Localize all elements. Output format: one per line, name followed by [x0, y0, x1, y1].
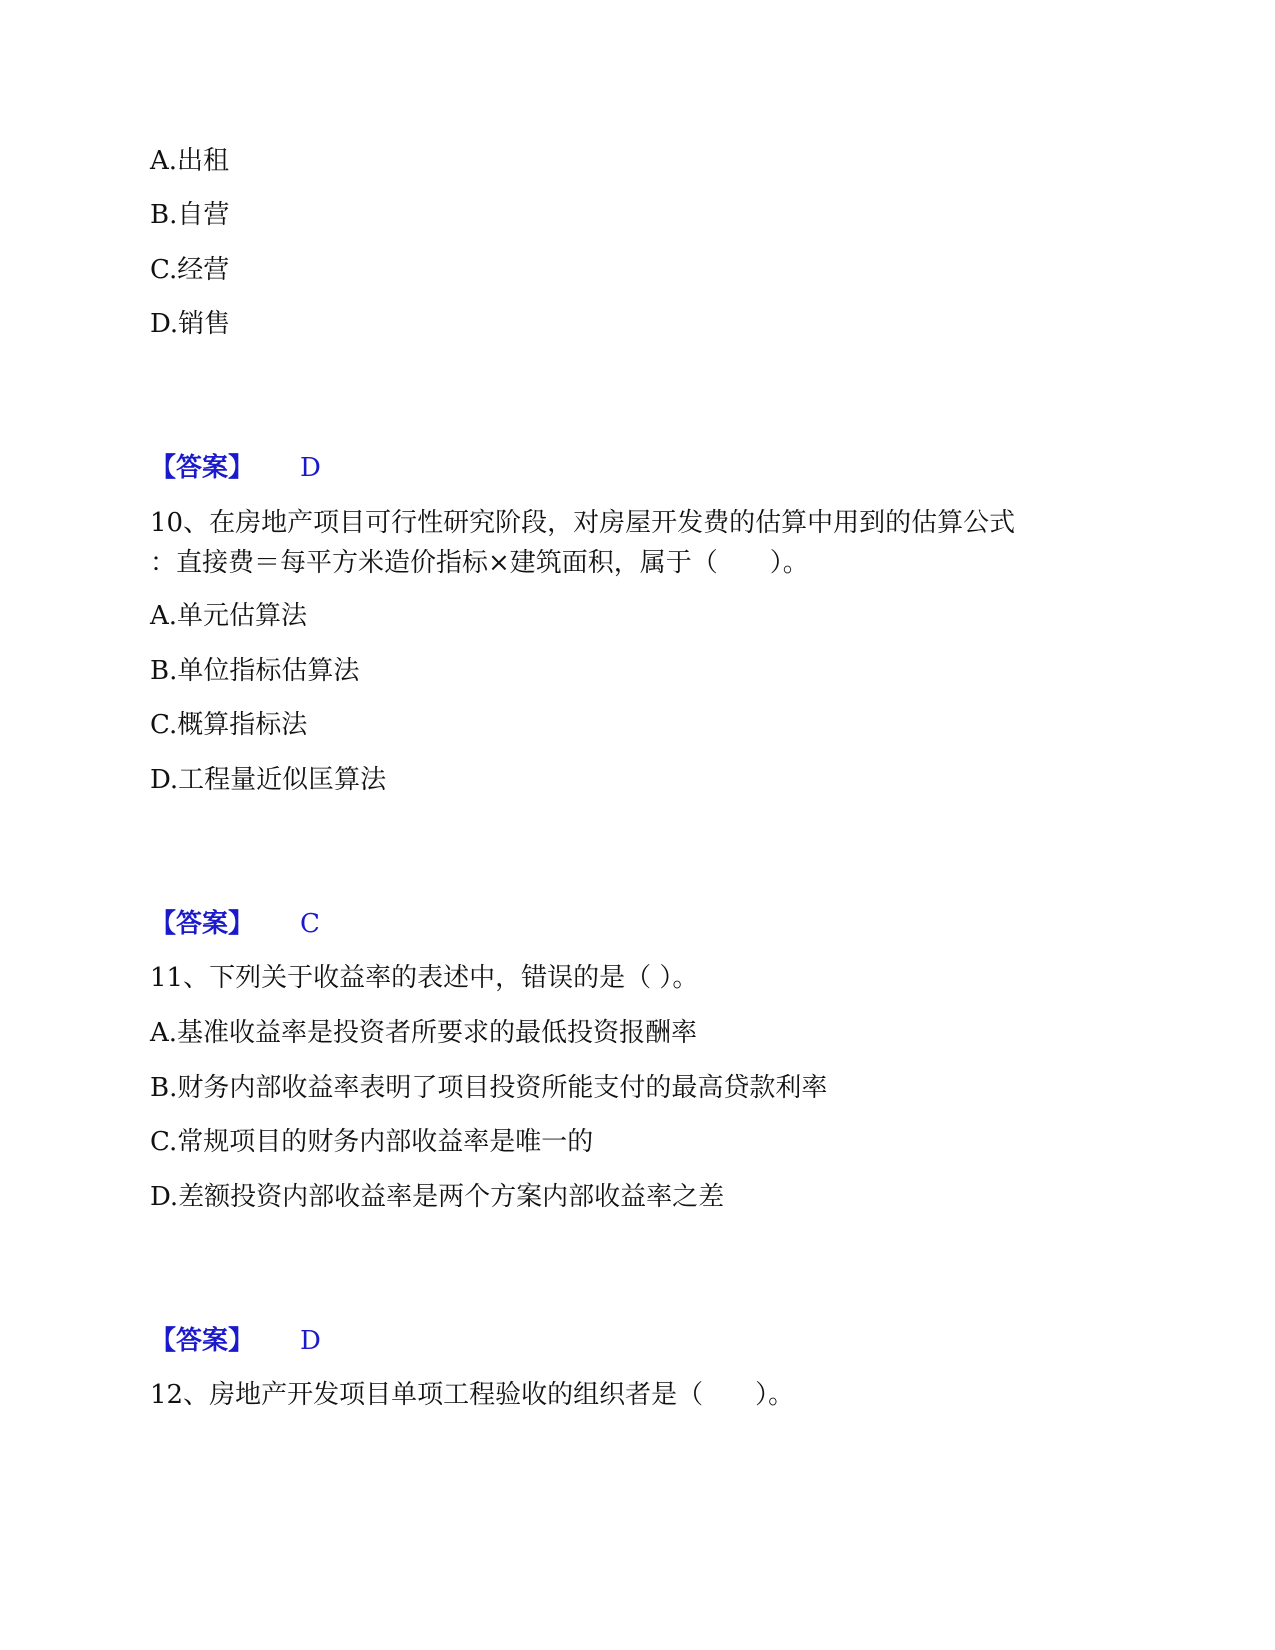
q11-answer-value: D	[300, 1326, 321, 1356]
q12-stem: 12、房地产开发项目单项工程验收的组织者是（ ）。	[150, 1380, 795, 1410]
q10-answer-label: 【答案】	[150, 909, 255, 939]
q9-answer-value: D	[300, 453, 321, 483]
q10-stem-line2: ：直接费＝每平方米造价指标×建筑面积，属于（ ）。	[150, 548, 809, 578]
q11-stem: 11、下列关于收益率的表述中，错误的是（ ）。	[150, 963, 699, 993]
q11-answer-label: 【答案】	[150, 1326, 255, 1356]
q9-option-d: D.销售	[150, 309, 231, 339]
q10-option-c: C.概算指标法	[150, 710, 308, 740]
q9-option-c: C.经营	[150, 255, 230, 285]
q9-option-b: B.自营	[150, 200, 230, 230]
q11-option-c: C.常规项目的财务内部收益率是唯一的	[150, 1127, 594, 1157]
q10-answer	[150, 907, 320, 941]
q10-option-a: A.单元估算法	[150, 601, 308, 631]
q10-option-d: D.工程量近似匡算法	[150, 765, 387, 795]
q10-stem-line1: 10、在房地产项目可行性研究阶段，对房屋开发费的估算中用到的估算公式	[150, 508, 1016, 538]
q11-option-d: D.差额投资内部收益率是两个方案内部收益率之差	[150, 1182, 725, 1212]
q9-option-a: A.出租	[150, 146, 230, 176]
q10-option-b: B.单位指标估算法	[150, 656, 360, 686]
q10-answer-value: C	[300, 909, 320, 939]
q9-answer	[150, 451, 321, 485]
q11-option-a: A.基准收益率是投资者所要求的最低投资报酬率	[150, 1018, 698, 1048]
q11-answer	[150, 1324, 321, 1358]
q11-option-b: B.财务内部收益率表明了项目投资所能支付的最高贷款利率	[150, 1073, 828, 1103]
q9-answer-label: 【答案】	[150, 453, 255, 483]
